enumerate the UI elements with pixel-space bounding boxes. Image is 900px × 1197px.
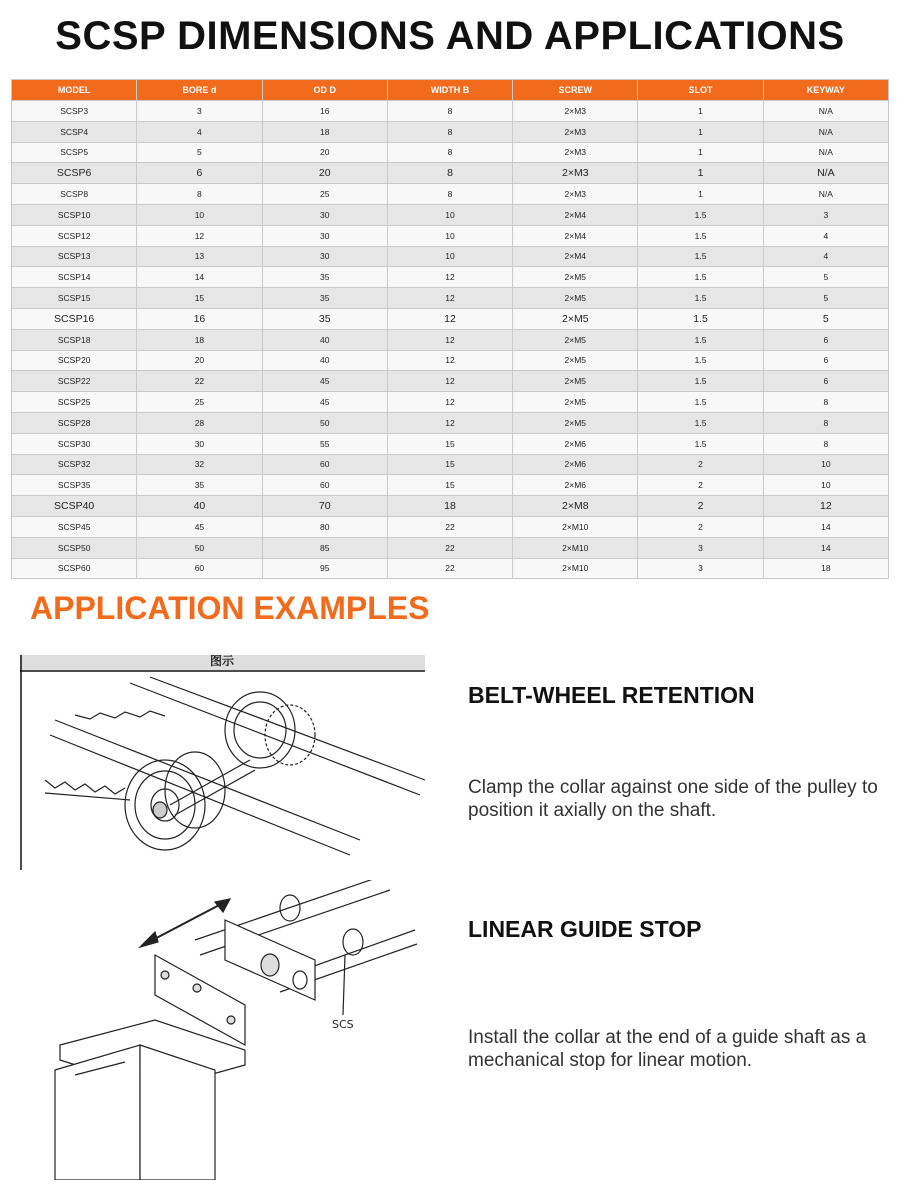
table-cell: 2×M4 bbox=[513, 204, 638, 225]
table-cell: SCSP25 bbox=[12, 392, 137, 413]
table-cell: SCSP18 bbox=[12, 329, 137, 350]
table-cell: 40 bbox=[137, 496, 262, 517]
table-cell: SCSP3 bbox=[12, 101, 137, 122]
table-row bbox=[12, 246, 889, 267]
table-cell: 12 bbox=[387, 412, 512, 433]
table-cell: 22 bbox=[387, 516, 512, 537]
table-cell: 4 bbox=[763, 246, 888, 267]
table-row bbox=[12, 329, 889, 350]
table-cell: 8 bbox=[763, 412, 888, 433]
table-cell: 40 bbox=[262, 350, 387, 371]
table-cell: 30 bbox=[262, 204, 387, 225]
table-row bbox=[12, 350, 889, 371]
table-cell: 32 bbox=[137, 454, 262, 475]
table-cell: 1.5 bbox=[638, 350, 763, 371]
scs-label: SCS bbox=[332, 1018, 354, 1031]
table-cell: 8 bbox=[387, 121, 512, 142]
app-title-belt-wheel: BELT-WHEEL RETENTION bbox=[468, 682, 755, 708]
table-row bbox=[12, 184, 889, 205]
table-cell: SCSP14 bbox=[12, 267, 137, 288]
column-header-bore-d: BORE d bbox=[137, 80, 262, 101]
table-cell: 70 bbox=[262, 496, 387, 517]
table-row bbox=[12, 496, 889, 517]
table-cell: 60 bbox=[137, 558, 262, 579]
table-row bbox=[12, 454, 889, 475]
table-cell: 1.5 bbox=[638, 329, 763, 350]
table-body bbox=[12, 101, 889, 579]
table-cell: 1 bbox=[638, 101, 763, 122]
app-title-linear-guide: LINEAR GUIDE STOP bbox=[468, 916, 702, 942]
table-row bbox=[12, 412, 889, 433]
table-cell: 85 bbox=[262, 537, 387, 558]
linear-guide-illustration bbox=[45, 880, 425, 1180]
table-cell: 5 bbox=[137, 142, 262, 163]
applications-heading: APPLICATION EXAMPLES bbox=[30, 590, 430, 626]
table-cell: 2×M5 bbox=[513, 392, 638, 413]
table-cell: 45 bbox=[137, 516, 262, 537]
table-cell: 2×M5 bbox=[513, 308, 638, 329]
table-cell: 18 bbox=[387, 496, 512, 517]
table-cell: 12 bbox=[387, 392, 512, 413]
table-cell: 8 bbox=[763, 433, 888, 454]
table-cell: 16 bbox=[137, 308, 262, 329]
table-cell: 15 bbox=[137, 288, 262, 309]
table-cell: 8 bbox=[763, 392, 888, 413]
table-cell: 6 bbox=[763, 329, 888, 350]
table-row bbox=[12, 121, 889, 142]
table-cell: 35 bbox=[262, 267, 387, 288]
table-cell: 2×M3 bbox=[513, 184, 638, 205]
table-row bbox=[12, 392, 889, 413]
table-cell: 1 bbox=[638, 142, 763, 163]
table-row bbox=[12, 537, 889, 558]
table-cell: 22 bbox=[137, 371, 262, 392]
table-cell: 2 bbox=[638, 496, 763, 517]
table-cell: 12 bbox=[387, 308, 512, 329]
table-cell: 8 bbox=[387, 163, 512, 184]
table-cell: 2×M3 bbox=[513, 163, 638, 184]
column-header-model: MODEL bbox=[12, 80, 137, 101]
table-cell: 18 bbox=[262, 121, 387, 142]
table-cell: 2×M10 bbox=[513, 537, 638, 558]
table-cell: 22 bbox=[387, 537, 512, 558]
table-cell: 12 bbox=[387, 371, 512, 392]
table-cell: 20 bbox=[137, 350, 262, 371]
table-cell: 14 bbox=[763, 516, 888, 537]
table-cell: 1 bbox=[638, 184, 763, 205]
table-cell: 2×M4 bbox=[513, 246, 638, 267]
table-row bbox=[12, 267, 889, 288]
table-cell: 25 bbox=[262, 184, 387, 205]
table-cell: 12 bbox=[137, 225, 262, 246]
table-cell: 8 bbox=[387, 101, 512, 122]
table-cell: 2×M10 bbox=[513, 558, 638, 579]
table-row bbox=[12, 475, 889, 496]
table-row bbox=[12, 142, 889, 163]
table-cell: 13 bbox=[137, 246, 262, 267]
table-cell: N/A bbox=[763, 184, 888, 205]
table-cell: 45 bbox=[262, 392, 387, 413]
table-cell: 12 bbox=[387, 329, 512, 350]
table-cell: 35 bbox=[137, 475, 262, 496]
table-cell: 50 bbox=[137, 537, 262, 558]
table-cell: 6 bbox=[137, 163, 262, 184]
table-cell: 1 bbox=[638, 121, 763, 142]
table-cell: 6 bbox=[763, 371, 888, 392]
table-cell: N/A bbox=[763, 121, 888, 142]
table-cell: 1.5 bbox=[638, 288, 763, 309]
table-cell: SCSP15 bbox=[12, 288, 137, 309]
table-row bbox=[12, 371, 889, 392]
table-cell: 1.5 bbox=[638, 412, 763, 433]
table-cell: 2×M5 bbox=[513, 329, 638, 350]
table-cell: 1.5 bbox=[638, 392, 763, 413]
table-header-row bbox=[12, 80, 889, 101]
table-cell: 28 bbox=[137, 412, 262, 433]
table-cell: 15 bbox=[387, 433, 512, 454]
table-cell: 14 bbox=[137, 267, 262, 288]
table-cell: 60 bbox=[262, 454, 387, 475]
table-cell: SCSP50 bbox=[12, 537, 137, 558]
table-cell: SCSP32 bbox=[12, 454, 137, 475]
table-row bbox=[12, 101, 889, 122]
table-cell: 1.5 bbox=[638, 204, 763, 225]
table-row bbox=[12, 558, 889, 579]
table-cell: 10 bbox=[387, 225, 512, 246]
column-header-screw: SCREW bbox=[513, 80, 638, 101]
table-cell: 10 bbox=[763, 475, 888, 496]
table-cell: 2×M6 bbox=[513, 454, 638, 475]
illustration-caption: 图示 bbox=[209, 655, 235, 668]
table-row bbox=[12, 433, 889, 454]
table-cell: 30 bbox=[137, 433, 262, 454]
table-cell: N/A bbox=[763, 163, 888, 184]
table-cell: 4 bbox=[763, 225, 888, 246]
table-cell: SCSP45 bbox=[12, 516, 137, 537]
table-cell: 2×M10 bbox=[513, 516, 638, 537]
table-row bbox=[12, 163, 889, 184]
table-cell: 12 bbox=[763, 496, 888, 517]
app-desc-linear-guide: Install the collar at the end of a guide shaft as a mechanical stop for linear motion. bbox=[468, 1027, 867, 1071]
page-title: SCSP DIMENSIONS AND APPLICATIONS bbox=[55, 14, 845, 58]
table-cell: 10 bbox=[763, 454, 888, 475]
table-cell: 2×M6 bbox=[513, 433, 638, 454]
app-desc-belt-wheel: Clamp the collar against one side of the pulley to position it axially on the shaft. bbox=[468, 777, 878, 821]
column-header-width-b: WIDTH B bbox=[387, 80, 512, 101]
table-cell: 2×M3 bbox=[513, 101, 638, 122]
table-cell: SCSP20 bbox=[12, 350, 137, 371]
table-cell: 2×M6 bbox=[513, 475, 638, 496]
table-cell: 80 bbox=[262, 516, 387, 537]
table-cell: 2×M8 bbox=[513, 496, 638, 517]
table-cell: 14 bbox=[763, 537, 888, 558]
table-cell: 18 bbox=[763, 558, 888, 579]
table-cell: 2×M5 bbox=[513, 412, 638, 433]
table-cell: SCSP5 bbox=[12, 142, 137, 163]
table-row bbox=[12, 516, 889, 537]
table-cell: 25 bbox=[137, 392, 262, 413]
table-cell: 2×M4 bbox=[513, 225, 638, 246]
table-cell: 3 bbox=[763, 204, 888, 225]
table-cell: 60 bbox=[262, 475, 387, 496]
table-cell: 2×M5 bbox=[513, 288, 638, 309]
table-cell: N/A bbox=[763, 142, 888, 163]
table-cell: 20 bbox=[262, 142, 387, 163]
table-cell: 15 bbox=[387, 454, 512, 475]
table-cell: 55 bbox=[262, 433, 387, 454]
table-cell: 40 bbox=[262, 329, 387, 350]
table-cell: 1.5 bbox=[638, 225, 763, 246]
table-cell: SCSP28 bbox=[12, 412, 137, 433]
table-cell: 30 bbox=[262, 246, 387, 267]
table-cell: SCSP40 bbox=[12, 496, 137, 517]
table-cell: 8 bbox=[137, 184, 262, 205]
table-cell: 1.5 bbox=[638, 371, 763, 392]
table-cell: SCSP16 bbox=[12, 308, 137, 329]
table-cell: 8 bbox=[387, 184, 512, 205]
table-cell: SCSP12 bbox=[12, 225, 137, 246]
table-row bbox=[12, 308, 889, 329]
table-cell: SCSP13 bbox=[12, 246, 137, 267]
table-cell: 35 bbox=[262, 308, 387, 329]
table-cell: 5 bbox=[763, 288, 888, 309]
table-cell: 8 bbox=[387, 142, 512, 163]
table-cell: 2×M5 bbox=[513, 350, 638, 371]
table-cell: SCSP35 bbox=[12, 475, 137, 496]
table-cell: 4 bbox=[137, 121, 262, 142]
belt-wheel-illustration bbox=[20, 655, 430, 870]
table-cell: 2 bbox=[638, 516, 763, 537]
table-cell: 5 bbox=[763, 267, 888, 288]
table-cell: 1.5 bbox=[638, 267, 763, 288]
table-cell: 3 bbox=[638, 537, 763, 558]
column-header-od-d: OD D bbox=[262, 80, 387, 101]
table-cell: 5 bbox=[763, 308, 888, 329]
table-cell: SCSP6 bbox=[12, 163, 137, 184]
table-cell: 3 bbox=[137, 101, 262, 122]
table-cell: 2×M3 bbox=[513, 142, 638, 163]
table-cell: 12 bbox=[387, 267, 512, 288]
table-cell: 1.5 bbox=[638, 433, 763, 454]
table-cell: 2×M5 bbox=[513, 371, 638, 392]
table-cell: 10 bbox=[387, 246, 512, 267]
table-cell: 20 bbox=[262, 163, 387, 184]
table-cell: N/A bbox=[763, 101, 888, 122]
table-cell: SCSP22 bbox=[12, 371, 137, 392]
table-cell: 6 bbox=[763, 350, 888, 371]
dimensions-table bbox=[11, 79, 889, 579]
table-cell: 35 bbox=[262, 288, 387, 309]
table-cell: SCSP8 bbox=[12, 184, 137, 205]
table-cell: 95 bbox=[262, 558, 387, 579]
table-cell: SCSP30 bbox=[12, 433, 137, 454]
table-cell: 2 bbox=[638, 475, 763, 496]
table-cell: 50 bbox=[262, 412, 387, 433]
table-cell: SCSP60 bbox=[12, 558, 137, 579]
table-cell: 2×M3 bbox=[513, 121, 638, 142]
table-cell: 30 bbox=[262, 225, 387, 246]
table-cell: 3 bbox=[638, 558, 763, 579]
table-cell: SCSP4 bbox=[12, 121, 137, 142]
table-cell: 2×M5 bbox=[513, 267, 638, 288]
table-cell: 1.5 bbox=[638, 308, 763, 329]
table-cell: 18 bbox=[137, 329, 262, 350]
table-cell: 12 bbox=[387, 288, 512, 309]
table-row bbox=[12, 288, 889, 309]
table-cell: 45 bbox=[262, 371, 387, 392]
column-header-keyway: KEYWAY bbox=[763, 80, 888, 101]
table-cell: SCSP10 bbox=[12, 204, 137, 225]
table-cell: 10 bbox=[137, 204, 262, 225]
table-cell: 1.5 bbox=[638, 246, 763, 267]
column-header-slot: SLOT bbox=[638, 80, 763, 101]
table-row bbox=[12, 204, 889, 225]
table-cell: 10 bbox=[387, 204, 512, 225]
table-cell: 22 bbox=[387, 558, 512, 579]
table-row bbox=[12, 225, 889, 246]
table-cell: 15 bbox=[387, 475, 512, 496]
table-cell: 16 bbox=[262, 101, 387, 122]
table-cell: 2 bbox=[638, 454, 763, 475]
table-cell: 12 bbox=[387, 350, 512, 371]
table-cell: 1 bbox=[638, 163, 763, 184]
